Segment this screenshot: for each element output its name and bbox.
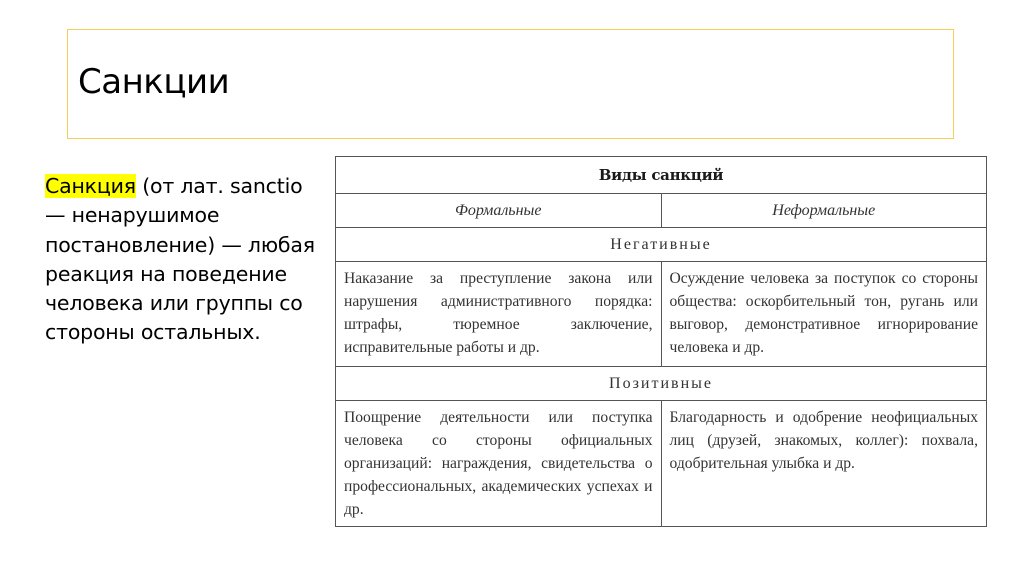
cell-positive-informal xyxy=(661,401,987,527)
section-header-negative: Негативные xyxy=(336,228,987,262)
column-header-formal: Формальные xyxy=(336,194,662,228)
cell-text: Благодарность и одобрение неофициальных лиц (друзей, знакомых, коллег): похвала, одобрительная улыбка и др. xyxy=(669,409,978,472)
sanctions-table xyxy=(335,156,987,527)
slide-title: Санкции xyxy=(78,62,230,102)
table-header: Виды санкций xyxy=(336,157,987,194)
table-row-negative xyxy=(336,262,987,367)
cell-text: Осуждение человека за поступок со стороны общества: оскорбительный тон, ругань или выговор, демонстративное игнорирование человека и др. xyxy=(669,270,978,356)
definition-text xyxy=(45,172,315,348)
definition-body: (от лат. sanctio — ненарушимое постановление) — любая реакция на поведение человека или группы со стороны остальных. xyxy=(45,174,315,345)
section-header-positive: Позитивные xyxy=(336,367,987,401)
title-placeholder-box xyxy=(67,29,954,139)
highlighted-term: Санкция xyxy=(45,174,136,198)
cell-positive-formal xyxy=(336,401,662,527)
table-row-positive xyxy=(336,401,987,527)
cell-text: Наказание за преступление закона или нарушения административного порядка: штрафы, тюремное заключение, исправительные работы и др. xyxy=(344,270,653,356)
cell-negative-formal xyxy=(336,262,662,367)
cell-negative-informal xyxy=(661,262,987,367)
column-header-informal: Неформальные xyxy=(661,194,987,228)
sanctions-table-container xyxy=(335,156,987,524)
cell-text: Поощрение деятельности или поступка человека со стороны официальных организаций: награждения, свидетельства о профессиональных, академических успехах и др. xyxy=(344,409,653,518)
